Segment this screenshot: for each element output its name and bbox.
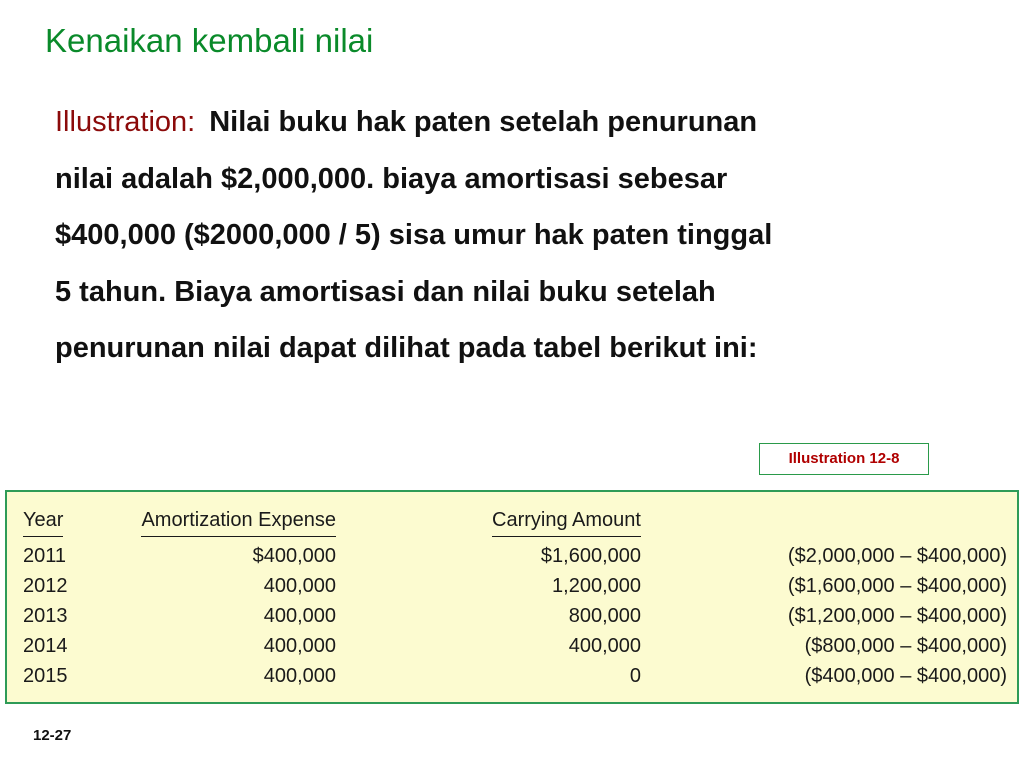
page-number: 12-27 [33, 727, 72, 744]
header-carrying-amount: Carrying Amount [492, 509, 641, 537]
cell-calculation: ($400,000 – $400,000) [804, 665, 1007, 687]
cell-year: 2012 [23, 575, 68, 597]
cell-carrying-amount: 1,200,000 [552, 575, 641, 597]
cell-carrying-amount: $1,600,000 [540, 545, 641, 567]
cell-amortization-expense: 400,000 [263, 665, 336, 687]
body-paragraph [55, 94, 995, 377]
cell-calculation: ($1,600,000 – $400,000) [787, 575, 1007, 597]
header-year: Year [23, 509, 63, 537]
cell-amortization-expense: 400,000 [263, 605, 336, 627]
cell-year: 2014 [23, 635, 68, 657]
body-line-5: penurunan nilai dapat dilihat pada tabel berikut ini: [55, 332, 758, 364]
cell-amortization-expense: 400,000 [263, 635, 336, 657]
body-line-2: nilai adalah $2,000,000. biaya amortisasi sebesar [55, 162, 728, 195]
amortization-table [5, 490, 1019, 704]
cell-calculation: ($800,000 – $400,000) [804, 635, 1007, 657]
cell-carrying-amount: 800,000 [568, 605, 641, 627]
cell-year: 2011 [23, 545, 67, 567]
cell-year: 2015 [23, 665, 68, 687]
body-line-1 [55, 94, 995, 151]
illustration-badge: Illustration 12-8 [759, 443, 929, 475]
cell-calculation: ($1,200,000 – $400,000) [787, 605, 1007, 627]
cell-amortization-expense: 400,000 [263, 575, 336, 597]
cell-amortization-expense: $400,000 [252, 545, 336, 567]
cell-carrying-amount: 0 [629, 665, 641, 687]
body-line-3: $400,000 ($2000,000 / 5) sisa umur hak paten tinggal [55, 219, 773, 251]
cell-calculation: ($2,000,000 – $400,000) [787, 545, 1007, 567]
illustration-label: Illustration: [55, 106, 196, 138]
body-line-4: 5 tahun. Biaya amortisasi dan nilai buku setelah [55, 275, 716, 308]
cell-year: 2013 [23, 605, 68, 627]
body-line-1-text: Nilai buku hak paten setelah penurunan [209, 106, 758, 138]
slide-title: Kenaikan kembali nilai [45, 22, 374, 59]
header-amortization-expense: Amortization Expense [141, 509, 336, 537]
cell-carrying-amount: 400,000 [568, 635, 641, 657]
